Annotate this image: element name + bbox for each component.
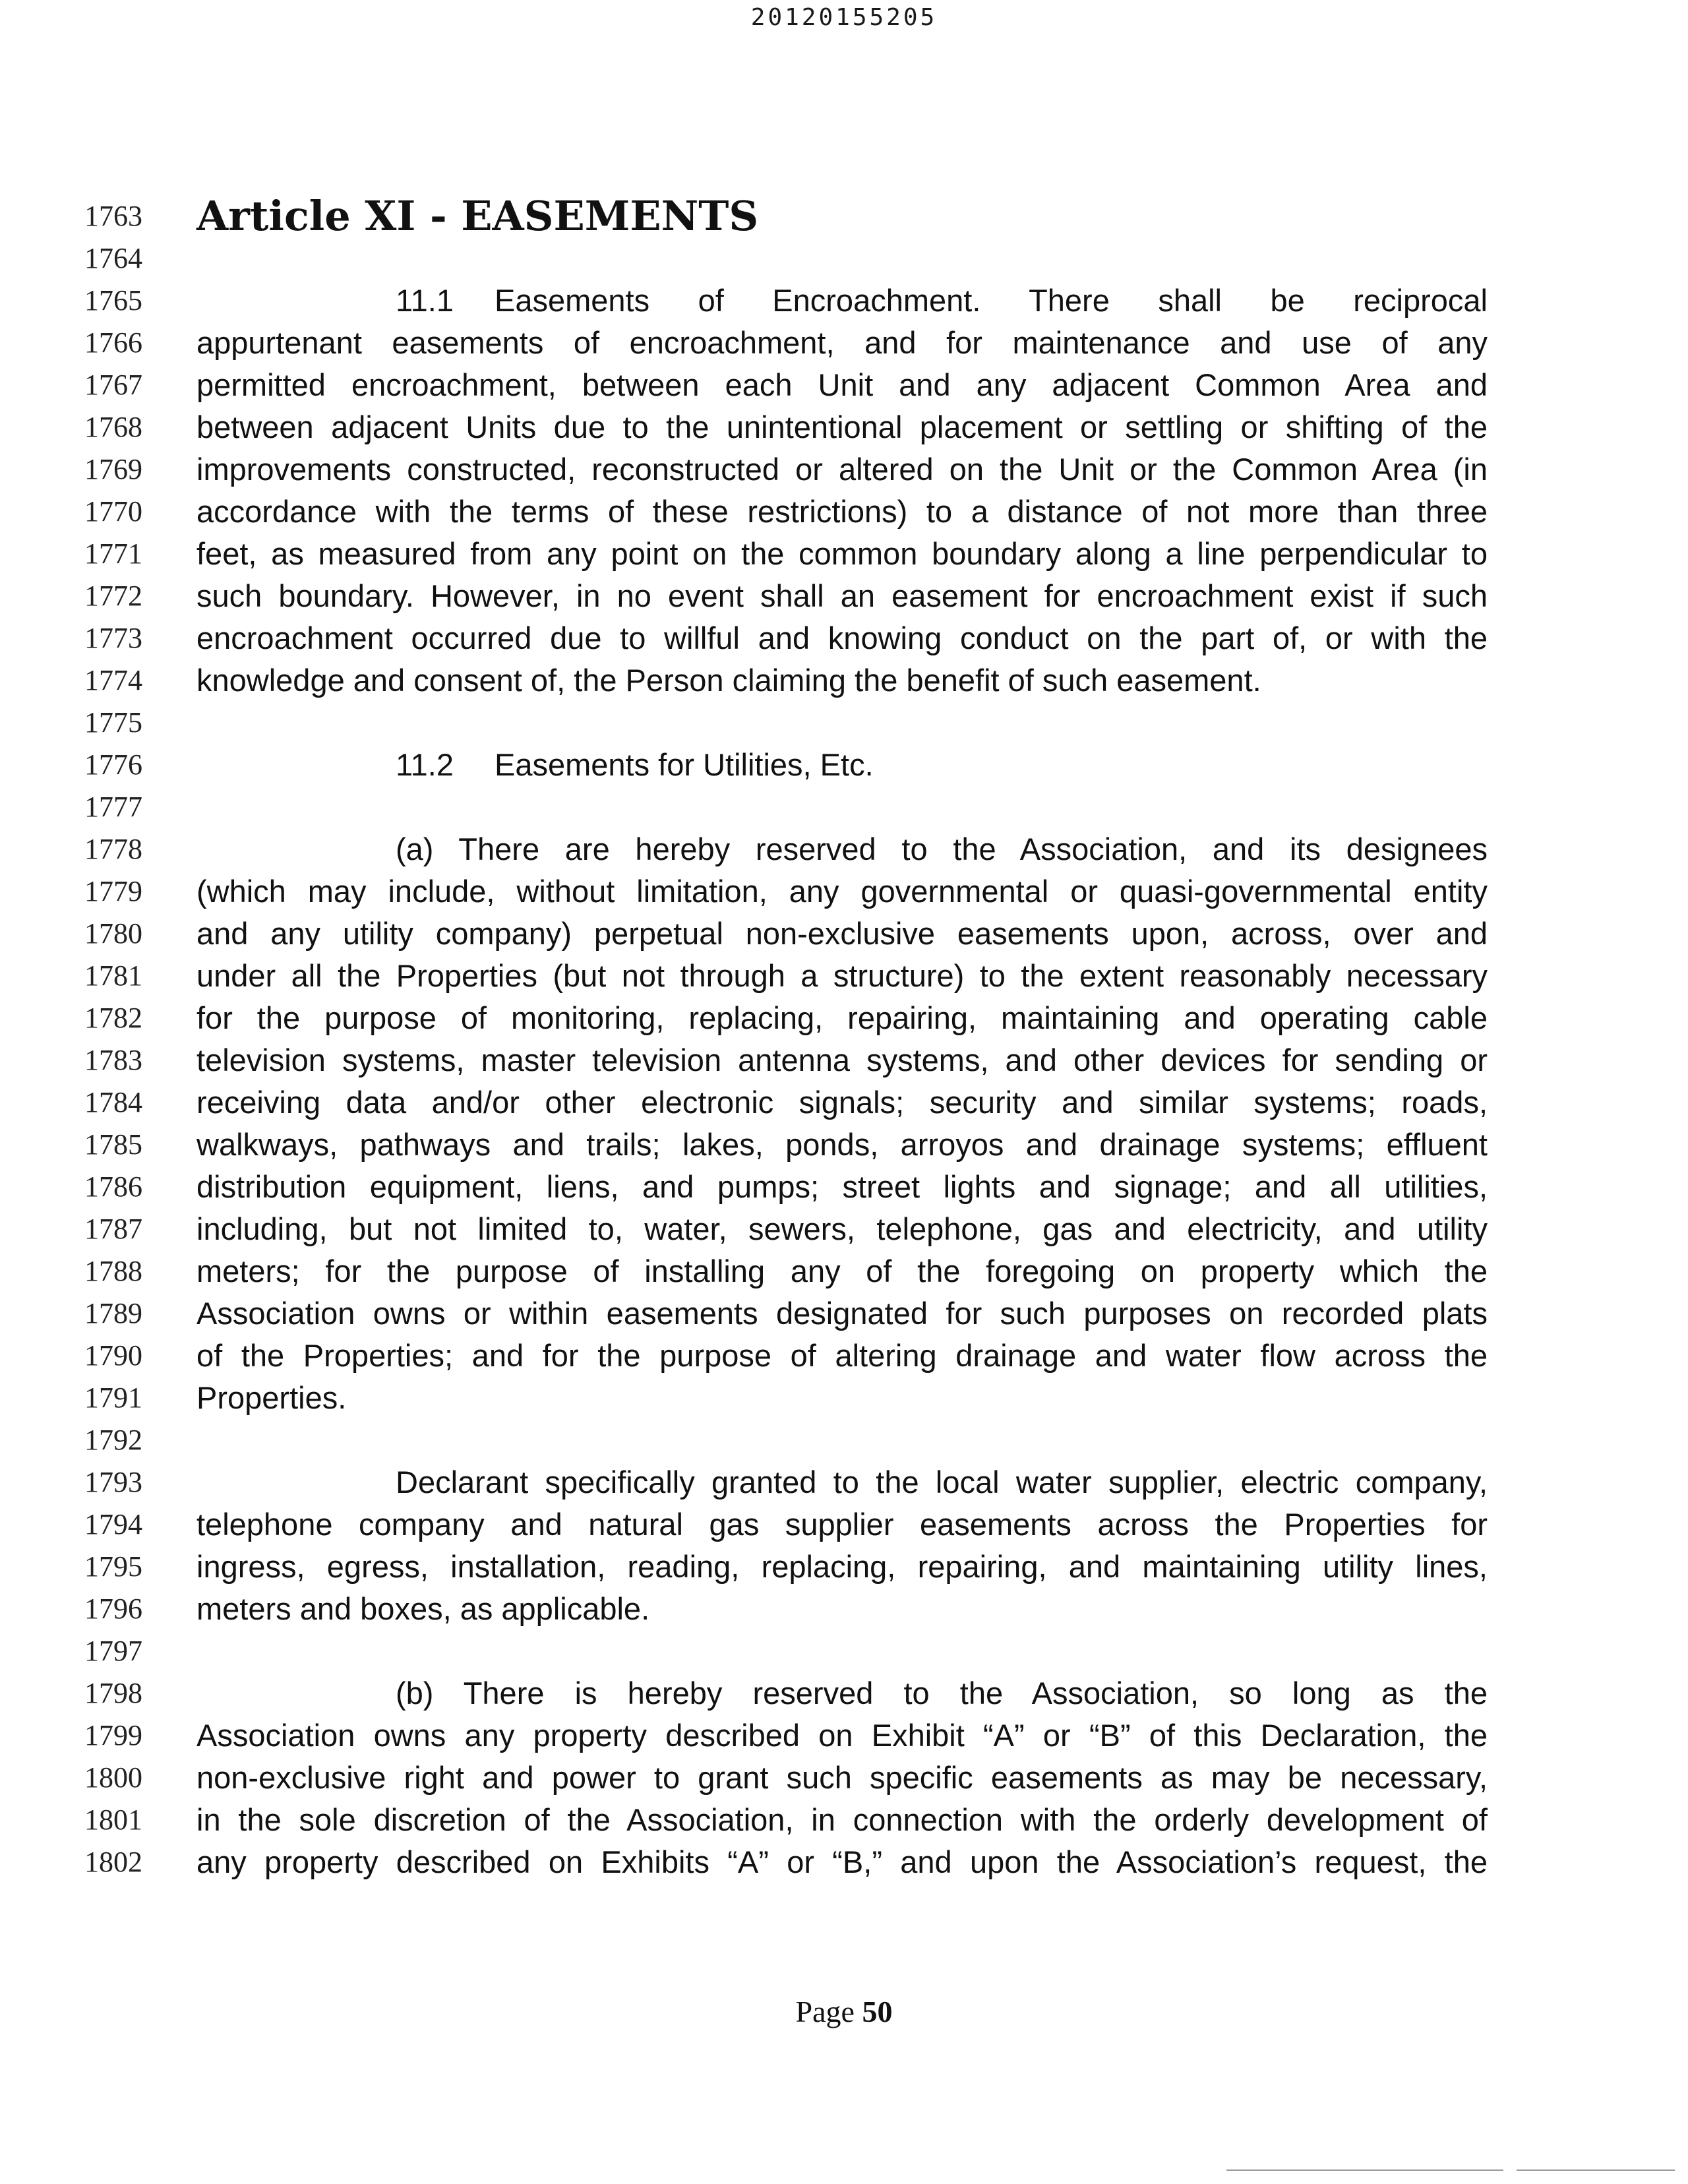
line-number: 1794	[84, 1508, 142, 1540]
scan-artifact	[1517, 2169, 1675, 2171]
line-number: 1780	[84, 917, 142, 950]
line-number: 1777	[84, 791, 142, 823]
section-11-1-first-line	[396, 280, 1488, 322]
body-line: (which may include, without limitation, any governmental or quasi-governmental entity	[196, 874, 1488, 909]
line-number: 1785	[84, 1128, 142, 1161]
body-line: Properties.	[196, 1380, 347, 1415]
line-number: 1802	[84, 1846, 142, 1878]
section-number: 11.1	[396, 283, 454, 318]
body-line: such boundary. However, in no event shall an easement for encroachment exist if such	[196, 578, 1488, 613]
body-line: any property described on Exhibits “A” or “B,” and upon the Association’s request, the	[196, 1844, 1488, 1879]
line-number: 1800	[84, 1761, 142, 1794]
line-number: 1783	[84, 1044, 142, 1076]
line-number: 1792	[84, 1424, 142, 1456]
line-number: 1784	[84, 1086, 142, 1118]
body-line: television systems, master television antenna systems, and other devices for sending or	[196, 1043, 1488, 1077]
body-line: (b) There is hereby reserved to the Association, so long as the	[396, 1676, 1488, 1711]
body-line: non-exclusive right and power to grant such specific easements as may be necessary,	[196, 1760, 1488, 1795]
section-11-2	[0, 744, 1688, 786]
scan-artifact	[1226, 2169, 1503, 2171]
body-line: Association owns any property described on Exhibit “A” or “B” of this Declaration, the	[196, 1718, 1488, 1753]
line-number: 1798	[84, 1677, 142, 1709]
line-number: 1789	[84, 1297, 142, 1329]
line-number: 1778	[84, 833, 142, 865]
line-number: 1779	[84, 875, 142, 907]
body-line: between adjacent Units due to the unintentional placement or settling or shifting of the	[196, 410, 1488, 444]
section-11-2-heading	[396, 744, 1488, 786]
body-line: of the Properties; and for the purpose of altering drainage and water flow across the	[196, 1338, 1488, 1373]
body-line: accordance with the terms of these restrictions) to a distance of not more than three	[196, 494, 1488, 529]
body-line: ingress, egress, installation, reading, replacing, repairing, and maintaining utility lines,	[196, 1549, 1488, 1584]
line-number: 1786	[84, 1170, 142, 1203]
line-number: 1790	[84, 1339, 142, 1372]
line-number: 1796	[84, 1592, 142, 1625]
section-title: Easements for Utilities, Etc.	[495, 747, 874, 782]
line-number: 1795	[84, 1550, 142, 1583]
line-number: 1763	[84, 200, 142, 232]
body-line: permitted encroachment, between each Unit and any adjacent Common Area and	[196, 367, 1488, 402]
page-number: 50	[862, 1995, 893, 2028]
body-line: meters and boxes, as applicable.	[196, 1591, 650, 1626]
line-number: 1776	[84, 748, 142, 781]
article-title: Article XI - EASEMENTS	[196, 192, 759, 240]
line-number: 1764	[84, 242, 142, 274]
line-number: 1771	[84, 537, 142, 570]
line-number: 1765	[84, 284, 142, 317]
line-number: 1772	[84, 580, 142, 612]
line-number: 1773	[84, 622, 142, 654]
line-number: 1768	[84, 411, 142, 443]
body-line: meters; for the purpose of installing any of the foregoing on property which the	[196, 1254, 1488, 1289]
document-number: 20120155205	[750, 4, 938, 31]
line-number: 1769	[84, 453, 142, 485]
section-number: 11.2	[396, 747, 454, 782]
page-label: Page	[795, 1995, 855, 2028]
body-line: Association owns or within easements designated for such purposes on recorded plats	[196, 1296, 1488, 1331]
line-number: 1787	[84, 1213, 142, 1245]
line-number: 1788	[84, 1255, 142, 1287]
body-line: in the sole discretion of the Association, in connection with the orderly development of	[196, 1802, 1488, 1837]
line-number: 1801	[84, 1804, 142, 1836]
line-number: 1781	[84, 959, 142, 992]
body-line: Declarant specifically granted to the local water supplier, electric company,	[396, 1465, 1488, 1500]
line-number: 1767	[84, 369, 142, 401]
line-number: 1774	[84, 664, 142, 696]
section-title: Easements of Encroachment.	[495, 283, 981, 318]
line-number: 1791	[84, 1381, 142, 1414]
line-number: 1799	[84, 1719, 142, 1751]
line-number: 1766	[84, 326, 142, 359]
body-line: for the purpose of monitoring, replacing, repairing, maintaining and operating cable	[196, 1000, 1488, 1035]
body-line: feet, as measured from any point on the common boundary along a line perpendicular to	[196, 536, 1488, 571]
body-line: appurtenant easements of encroachment, and for maintenance and use of any	[196, 325, 1488, 360]
body-line: encroachment occurred due to willful and knowing conduct on the part of, or with the	[196, 621, 1488, 655]
body-line: and any utility company) perpetual non-exclusive easements upon, across, over and	[196, 916, 1488, 951]
body-line: walkways, pathways and trails; lakes, ponds, arroyos and drainage systems; effluent	[196, 1127, 1488, 1162]
body-line: receiving data and/or other electronic signals; security and similar systems; roads,	[196, 1085, 1488, 1120]
body-line: (a) There are hereby reserved to the Association, and its designees	[396, 832, 1488, 866]
line-number: 1797	[84, 1635, 142, 1667]
line-number: 1770	[84, 495, 142, 528]
body-line: distribution equipment, liens, and pumps; street lights and signage; and all utilities,	[196, 1169, 1488, 1204]
body-line: including, but not limited to, water, sewers, telephone, gas and electricity, and utility	[196, 1211, 1488, 1246]
line-number: 1782	[84, 1002, 142, 1034]
body-line: under all the Properties (but not through a structure) to the extent reasonably necessary	[196, 958, 1488, 993]
line-number: 1793	[84, 1466, 142, 1498]
body-line: improvements constructed, reconstructed or altered on the Unit or the Common Area (in	[196, 452, 1488, 487]
line-number: 1775	[84, 706, 142, 739]
section-11-1-line-text: There shall be reciprocal	[1029, 283, 1488, 318]
body-line: telephone company and natural gas supplier easements across the Properties for	[196, 1507, 1488, 1542]
body-line: knowledge and consent of, the Person claiming the benefit of such easement.	[196, 663, 1261, 698]
page-footer	[0, 1994, 1688, 2029]
